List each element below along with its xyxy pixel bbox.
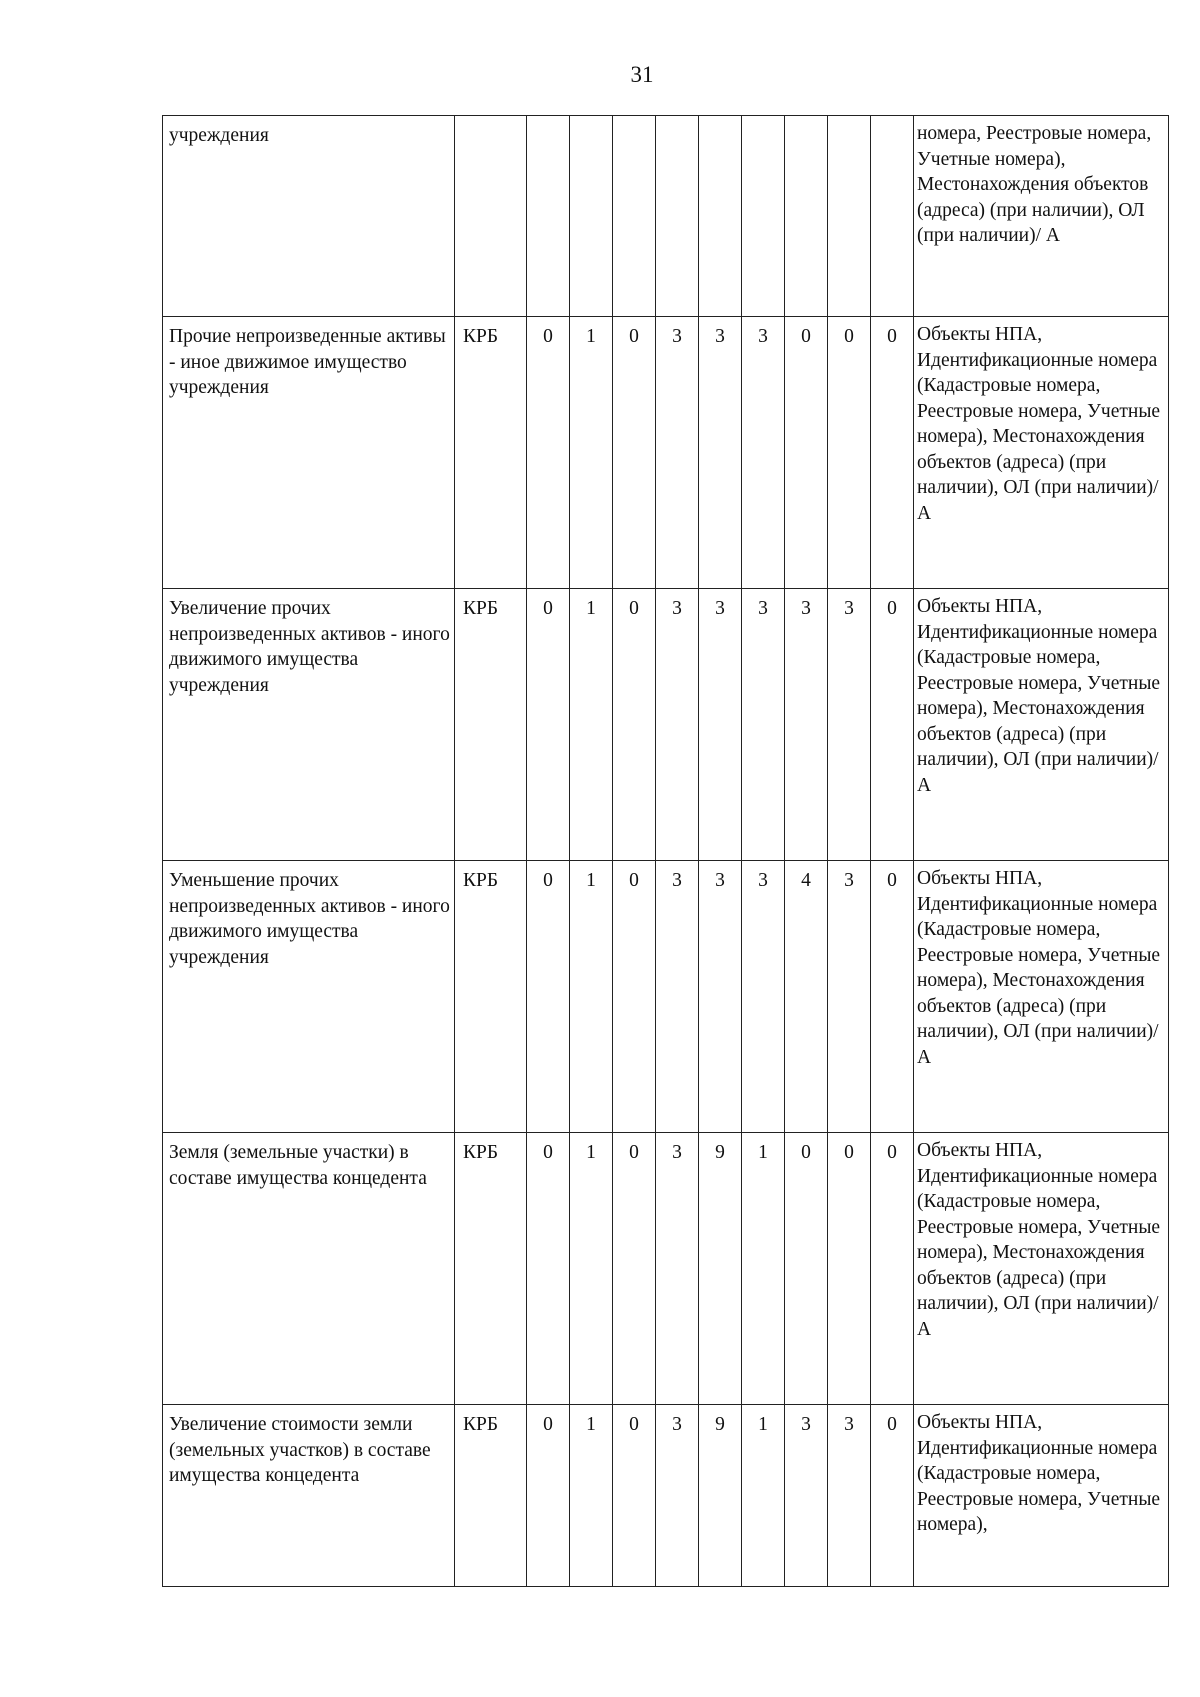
account-digit-cell: 3: [785, 589, 828, 861]
account-digit-cell: 3: [742, 317, 785, 589]
table-row: [163, 1133, 1169, 1405]
table-row: [163, 589, 1169, 861]
table-body: [163, 116, 1169, 1587]
account-digit-cell: [613, 116, 656, 317]
account-digit-cell: [699, 116, 742, 317]
page-number: 31: [630, 62, 654, 87]
budget-code-cell: КРБ: [455, 317, 527, 589]
account-digit-cell: [656, 116, 699, 317]
account-digit-cell: 1: [570, 861, 613, 1133]
account-digit-cell: 0: [527, 861, 570, 1133]
budget-code-cell: КРБ: [455, 589, 527, 861]
budget-code-cell: КРБ: [455, 1405, 527, 1587]
account-digit-cell: 9: [699, 1133, 742, 1405]
account-name-cell: Увеличение прочих непроизведенных активов - иного движимого имущества учреждения: [163, 589, 455, 861]
account-digit-cell: 0: [527, 317, 570, 589]
account-digit-cell: 3: [785, 1405, 828, 1587]
account-digit-cell: 3: [656, 861, 699, 1133]
account-digit-cell: 3: [742, 861, 785, 1133]
account-digit-cell: 3: [656, 1133, 699, 1405]
account-name-cell: Увеличение стоимости земли (земельных участков) в составе имущества концедента: [163, 1405, 455, 1587]
account-name-cell: Уменьшение прочих непроизведенных активов - иного движимого имущества учреждения: [163, 861, 455, 1133]
account-digit-cell: 3: [656, 317, 699, 589]
account-digit-cell: [785, 116, 828, 317]
account-digit-cell: 3: [828, 589, 871, 861]
budget-code-cell: КРБ: [455, 861, 527, 1133]
account-name-cell: учреждения: [163, 116, 455, 317]
account-digit-cell: 0: [613, 861, 656, 1133]
account-digit-cell: 3: [699, 589, 742, 861]
account-digit-cell: 3: [742, 589, 785, 861]
account-digit-cell: 3: [656, 1405, 699, 1587]
account-digit-cell: 0: [828, 317, 871, 589]
account-digit-cell: 0: [613, 1405, 656, 1587]
account-digit-cell: 1: [570, 317, 613, 589]
account-digit-cell: 3: [828, 861, 871, 1133]
account-digit-cell: 1: [742, 1405, 785, 1587]
analytics-attributes-cell: номера, Реестровые номера, Учетные номера), Местонахождения объектов (адреса) (при наличии), ОЛ (при наличии)/ А: [914, 116, 1169, 317]
account-digit-cell: 0: [871, 1405, 914, 1587]
account-digit-cell: 4: [785, 861, 828, 1133]
table-row: [163, 861, 1169, 1133]
account-digit-cell: 0: [828, 1133, 871, 1405]
account-name-cell: Земля (земельные участки) в составе имущества концедента: [163, 1133, 455, 1405]
table-row: [163, 1405, 1169, 1587]
account-digit-cell: [871, 116, 914, 317]
account-digit-cell: [527, 116, 570, 317]
account-digit-cell: 3: [699, 317, 742, 589]
account-digit-cell: 0: [871, 861, 914, 1133]
account-digit-cell: 0: [527, 589, 570, 861]
table-row: [163, 116, 1169, 317]
budget-code-cell: КРБ: [455, 1133, 527, 1405]
account-digit-cell: 0: [871, 317, 914, 589]
account-digit-cell: 1: [742, 1133, 785, 1405]
account-digit-cell: [828, 116, 871, 317]
account-digit-cell: 3: [656, 589, 699, 861]
analytics-attributes-cell: Объекты НПА, Идентификационные номера (Кадастровые номера, Реестровые номера, Учетные номера), Местонахождения объектов (адреса) (при наличии), ОЛ (при наличии)/ А: [914, 589, 1169, 861]
account-digit-cell: 1: [570, 589, 613, 861]
account-digit-cell: 0: [527, 1405, 570, 1587]
account-digit-cell: 0: [785, 1133, 828, 1405]
account-digit-cell: 0: [527, 1133, 570, 1405]
budget-code-cell: [455, 116, 527, 317]
account-digit-cell: 3: [828, 1405, 871, 1587]
account-digit-cell: 0: [785, 317, 828, 589]
analytics-attributes-cell: Объекты НПА, Идентификационные номера (Кадастровые номера, Реестровые номера, Учетные номера),: [914, 1405, 1169, 1587]
account-digit-cell: 1: [570, 1405, 613, 1587]
analytics-attributes-cell: Объекты НПА, Идентификационные номера (Кадастровые номера, Реестровые номера, Учетные номера), Местонахождения объектов (адреса) (при наличии), ОЛ (при наличии)/ А: [914, 317, 1169, 589]
account-digit-cell: 9: [699, 1405, 742, 1587]
account-digit-cell: 3: [699, 861, 742, 1133]
analytics-attributes-cell: Объекты НПА, Идентификационные номера (Кадастровые номера, Реестровые номера, Учетные номера), Местонахождения объектов (адреса) (при наличии), ОЛ (при наличии)/ А: [914, 861, 1169, 1133]
account-digit-cell: 0: [613, 317, 656, 589]
account-digit-cell: 1: [570, 1133, 613, 1405]
account-digit-cell: [742, 116, 785, 317]
account-digit-cell: 0: [871, 1133, 914, 1405]
account-digit-cell: 0: [871, 589, 914, 861]
table-row: [163, 317, 1169, 589]
analytics-attributes-cell: Объекты НПА, Идентификационные номера (Кадастровые номера, Реестровые номера, Учетные номера), Местонахождения объектов (адреса) (при наличии), ОЛ (при наличии)/ А: [914, 1133, 1169, 1405]
accounts-table: [162, 115, 1169, 1587]
account-digit-cell: 0: [613, 589, 656, 861]
account-digit-cell: [570, 116, 613, 317]
account-digit-cell: 0: [613, 1133, 656, 1405]
account-name-cell: Прочие непроизведенные активы - иное движимое имущество учреждения: [163, 317, 455, 589]
